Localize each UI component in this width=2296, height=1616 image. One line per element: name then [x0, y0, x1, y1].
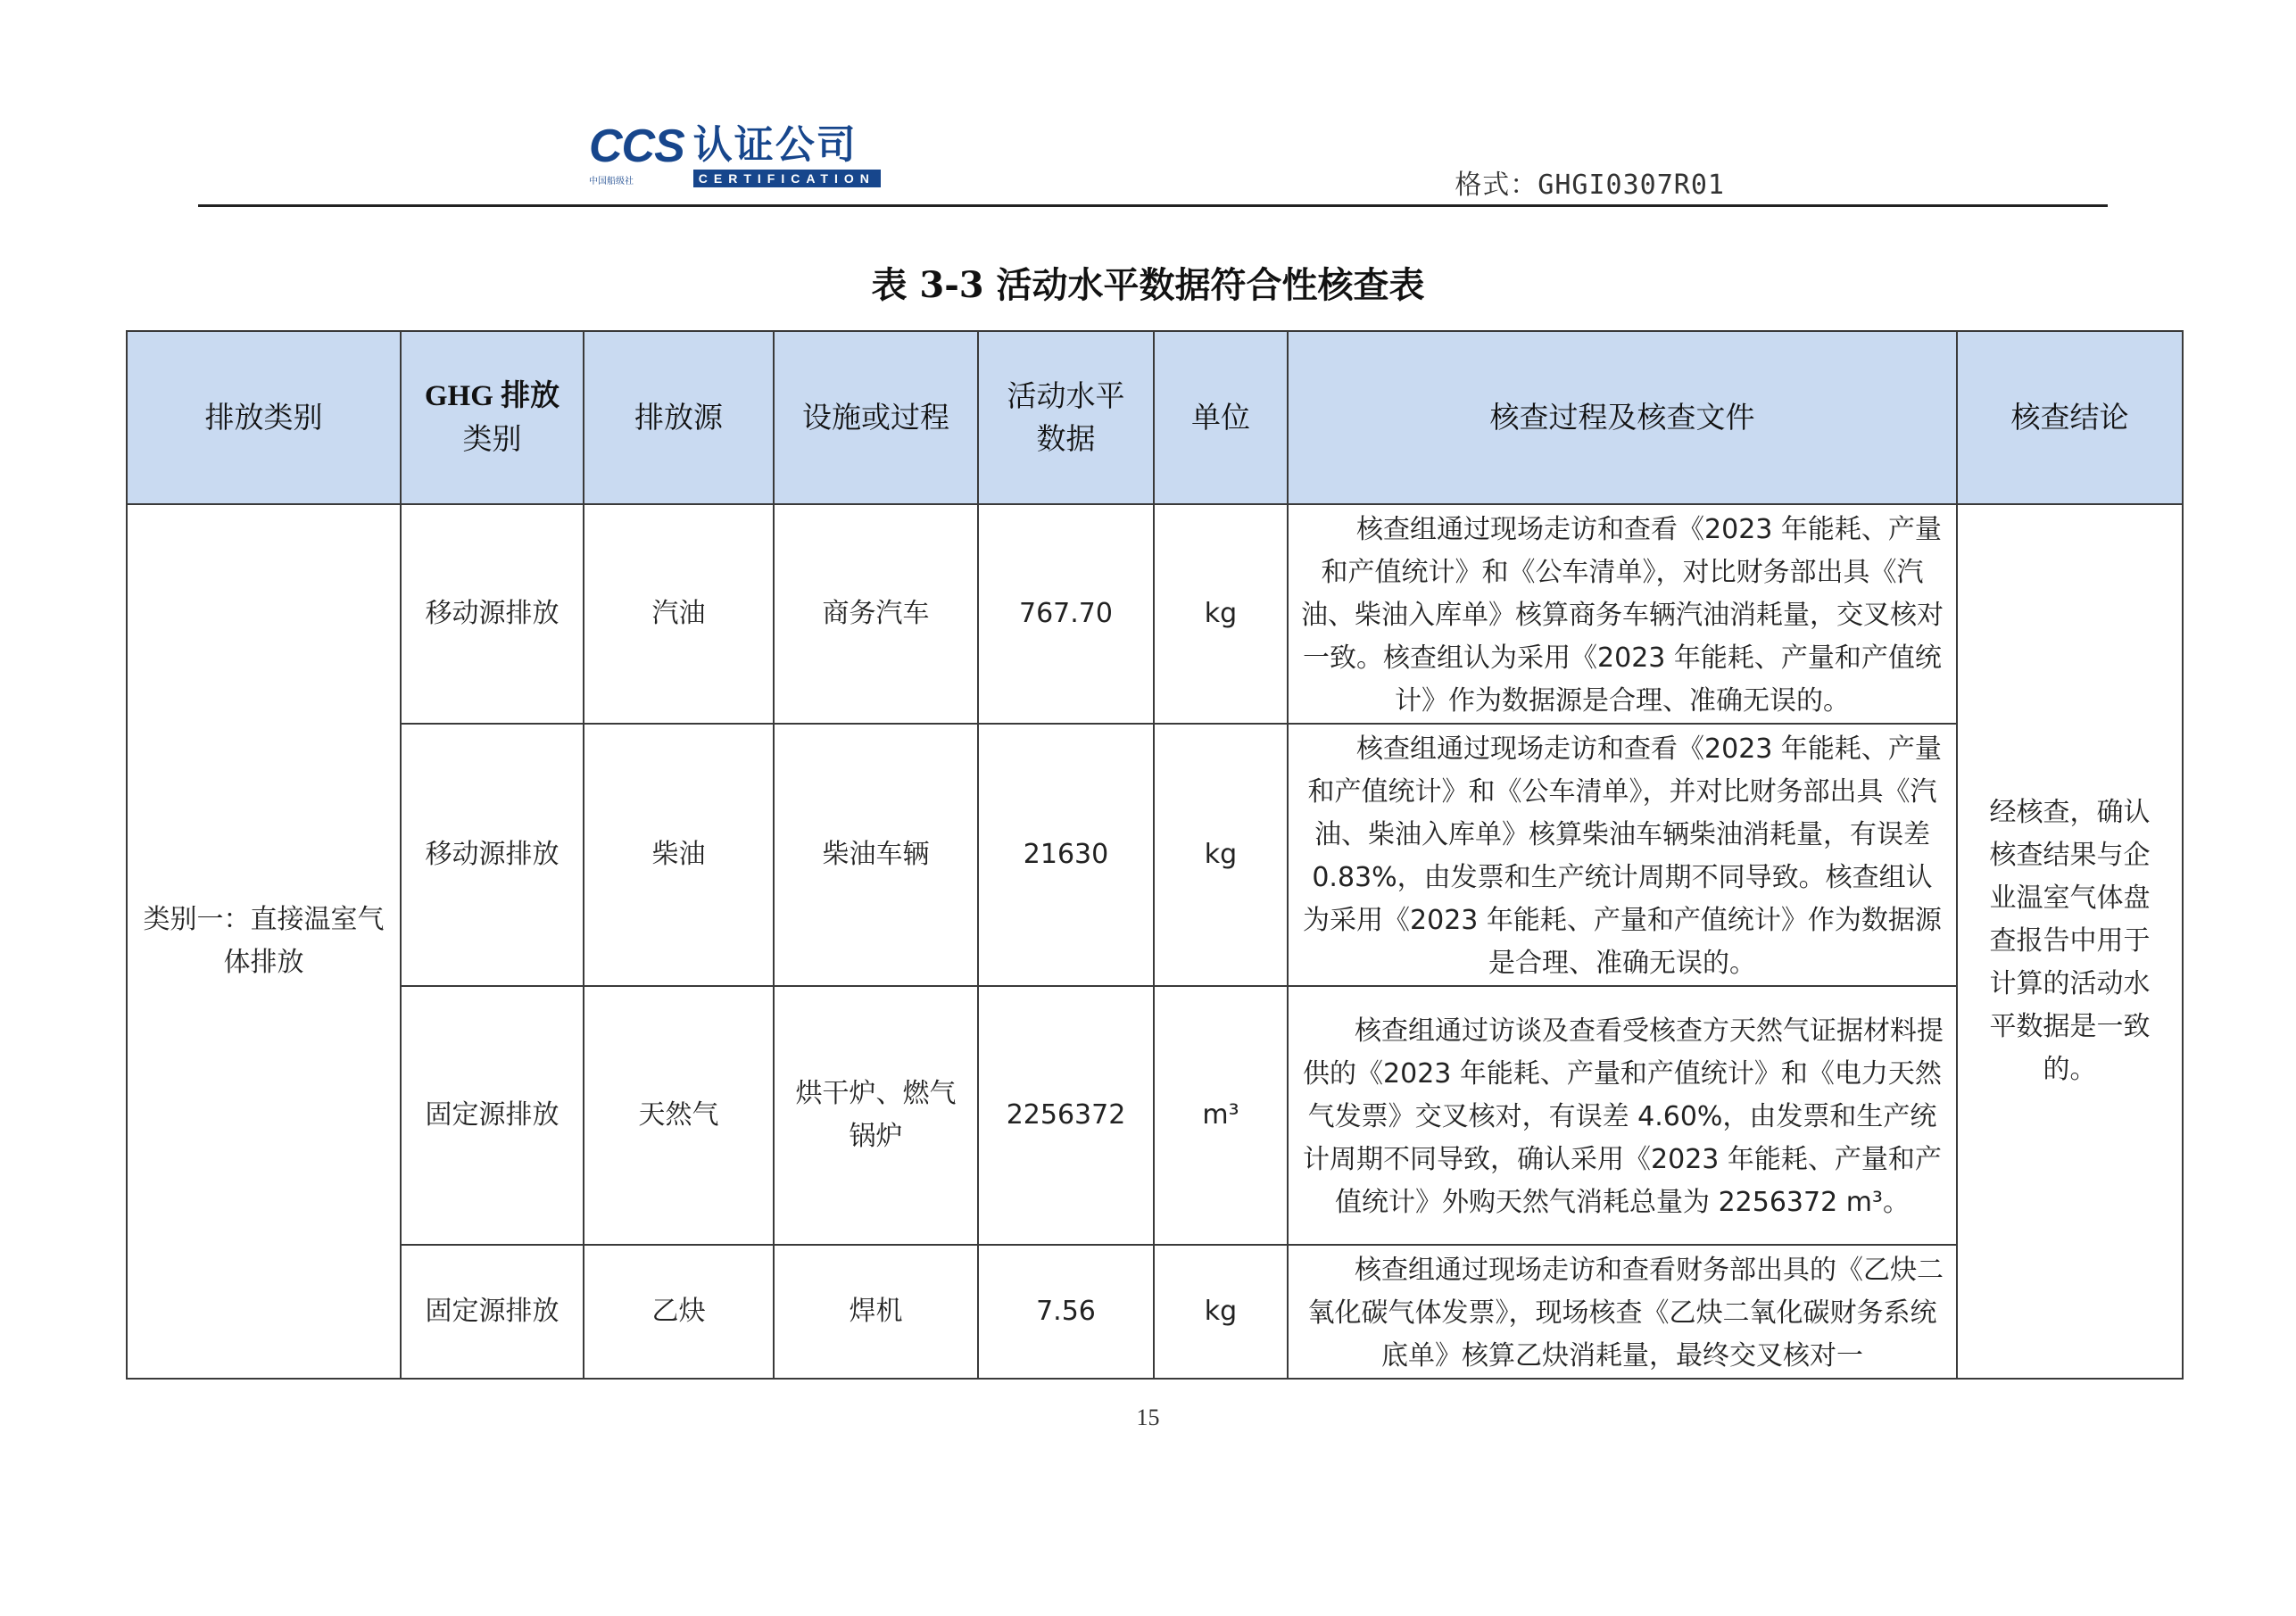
table-row [127, 1245, 2183, 1379]
header-facility: 设施或过程 [774, 331, 978, 504]
format-code: 格式：GHGI0307R01 [1455, 170, 1725, 201]
process-text: 核查组通过访谈及查看受核查方天然气证据材料提供的《2023 年能耗、产量和产值统计》和《电力天然气发票》交叉核对，有误差 4.60%，由发票和生产统计周期不同导致，确认采用《2023 年能耗、产量和产值统计》外购天然气消耗总量为 2256372 m³。 [1303, 1015, 1944, 1218]
header-emission-category: 排放类别 [127, 331, 401, 504]
header-ghg-category-line1: GHG 排放 [424, 380, 560, 412]
process-text: 核查组通过现场走访和查看《2023 年能耗、产量和产值统计》和《公车清单》，对比财务部出具《汽油、柴油入库单》核算商务车辆汽油消耗量，交叉核对一致。核查组认为采用《2023 年能耗、产量和产值统计》作为数据源是合理、准确无误的。 [1301, 514, 1944, 717]
table-row [127, 986, 2183, 1245]
value-cell: 767.70 [978, 504, 1154, 724]
facility-cell: 焊机 [774, 1245, 978, 1379]
unit-cell: kg [1154, 504, 1288, 724]
conclusion-cell: 经核查，确认核查结果与企业温室气体盘查报告中用于计算的活动水平数据是一致的。 [1957, 504, 2183, 1379]
source-cell: 汽油 [584, 504, 774, 724]
table-title: 表 3-3 活动水平数据符合性核查表 [871, 264, 1425, 306]
process-cell [1288, 724, 1957, 986]
logo-certification-bar: CERTIFICATION [693, 170, 881, 187]
logo-ccs-subtitle: 中国船级社 [589, 177, 634, 186]
logo-cn-text: 认证公司 [692, 122, 858, 168]
header-source: 排放源 [584, 331, 774, 504]
process-text: 核查组通过现场走访和查看《2023 年能耗、产量和产值统计》和《公车清单》，并对比财务部出具《汽油、柴油入库单》核算柴油车辆柴油消耗量，有误差 0.83%，由发票和生产统计周期不同导致。核查组认为采用《2023 年能耗、产量和产值统计》作为数据源是合理、准确无误的。 [1303, 733, 1942, 979]
category-cell: 类别一：直接温室气体排放 [127, 504, 401, 1379]
header-unit: 单位 [1154, 331, 1288, 504]
facility-cell: 商务汽车 [774, 504, 978, 724]
company-logo [589, 120, 881, 187]
unit-cell: kg [1154, 724, 1288, 986]
header-activity-data [978, 331, 1154, 504]
value-cell: 21630 [978, 724, 1154, 986]
ghg-type-cell: 移动源排放 [401, 504, 584, 724]
process-cell [1288, 1245, 1957, 1379]
header-conclusion: 核查结论 [1957, 331, 2183, 504]
page-number: 15 [1136, 1405, 1160, 1430]
header-activity-line2: 数据 [1036, 421, 1096, 456]
header-divider [198, 204, 2108, 207]
logo-ccs-block [589, 120, 684, 187]
unit-cell: m³ [1154, 986, 1288, 1245]
activity-data-table [126, 330, 2184, 1380]
source-cell: 柴油 [584, 724, 774, 986]
table-row [127, 724, 2183, 986]
facility-cell: 烘干炉、燃气锅炉 [774, 986, 978, 1245]
value-cell: 2256372 [978, 986, 1154, 1245]
value-cell: 7.56 [978, 1245, 1154, 1379]
source-cell: 天然气 [584, 986, 774, 1245]
source-cell: 乙炔 [584, 1245, 774, 1379]
facility-cell: 柴油车辆 [774, 724, 978, 986]
header-activity-line1: 活动水平 [1007, 378, 1125, 413]
unit-cell: kg [1154, 1245, 1288, 1379]
header-process: 核查过程及核查文件 [1288, 331, 1957, 504]
ghg-type-cell: 移动源排放 [401, 724, 584, 986]
header-ghg-category-line2: 类别 [462, 421, 522, 456]
ghg-type-cell: 固定源排放 [401, 1245, 584, 1379]
process-cell [1288, 504, 1957, 724]
logo-ccs-text: CCS [589, 120, 684, 172]
process-text: 核查组通过现场走访和查看财务部出具的《乙炔二氧化碳气体发票》，现场核查《乙炔二氧化碳财务系统底单》核算乙炔消耗量，最终交叉核对一 [1307, 1255, 1944, 1372]
process-cell [1288, 986, 1957, 1245]
logo-cn-block [693, 123, 881, 187]
table-row [127, 504, 2183, 724]
header-ghg-category [401, 331, 584, 504]
table-header-row [127, 331, 2183, 504]
ghg-type-cell: 固定源排放 [401, 986, 584, 1245]
